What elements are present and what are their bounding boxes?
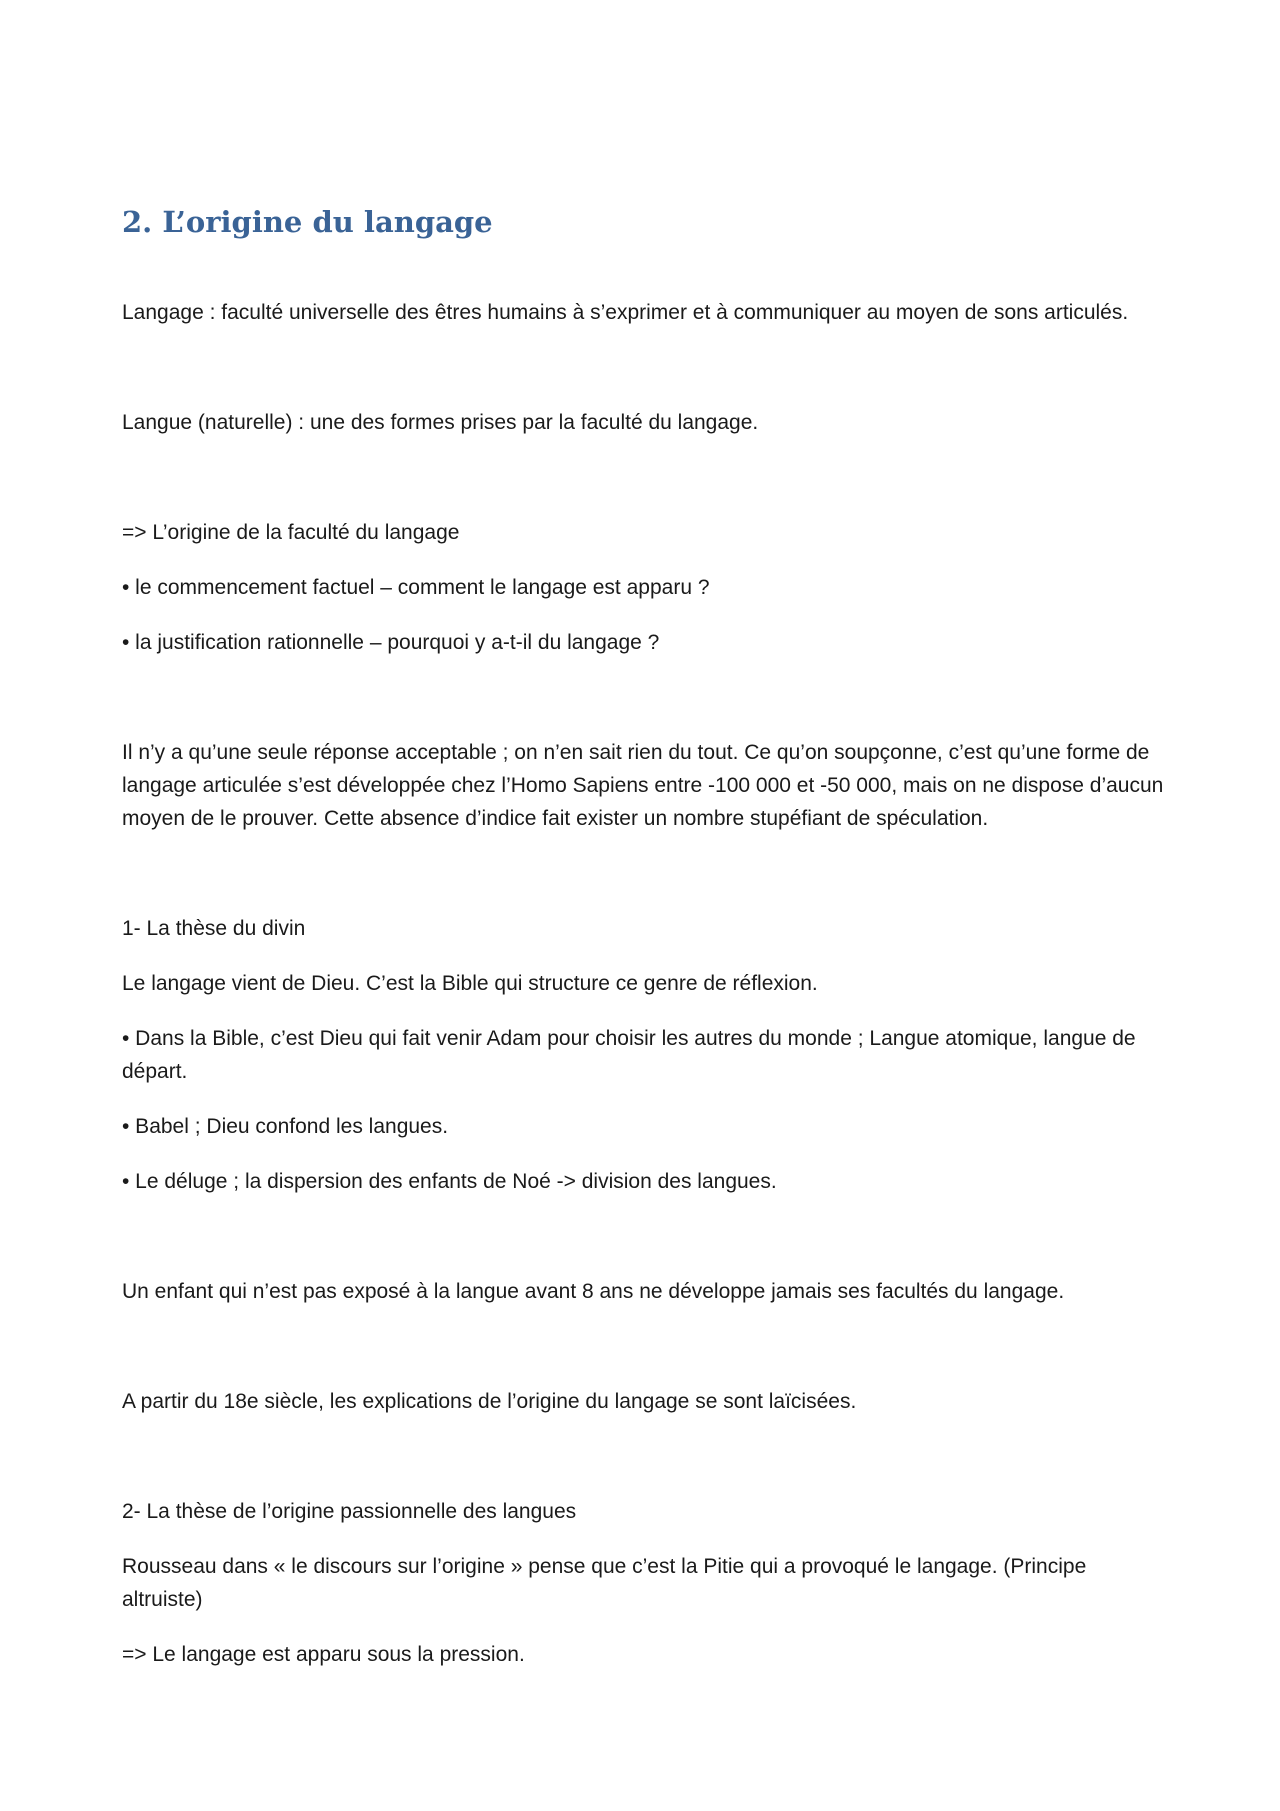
origin-intro: => L’origine de la faculté du langage [122,521,460,544]
thesis1-bullet-1: • Dans la Bible, c’est Dieu qui fait venir Adam pour choisir les autres du monde ; Langue atomique, langue de départ. [122,1027,1136,1083]
thesis1-intro: Le langage vient de Dieu. C’est la Bible qui structure ce genre de réflexion. [122,972,818,995]
thesis1-title: 1- La thèse du divin [122,917,306,940]
thesis2-paragraph: Rousseau dans « le discours sur l’origine » pense que c’est la Pitie qui a provoqué le langage. (Principe altruiste) [122,1555,1087,1611]
secular-note: A partir du 18e siècle, les explications de l’origine du langage se sont laïcisées. [122,1390,857,1413]
origin-bullet-2: • la justification rationnelle – pourquoi y a-t-il du langage ? [122,631,660,654]
thesis1-bullet-3: • Le déluge ; la dispersion des enfants de Noé -> division des langues. [122,1170,777,1193]
thesis2-title: 2- La thèse de l’origine passionnelle des langues [122,1500,577,1523]
origin-bullet-1: • le commencement factuel – comment le langage est apparu ? [122,576,710,599]
thesis1-bullet-2: • Babel ; Dieu confond les langues. [122,1115,449,1138]
child-note: Un enfant qui n’est pas exposé à la langue avant 8 ans ne développe jamais ses facultés du langage. [122,1280,1065,1303]
section-heading: 2. L’origine du langage [122,205,493,239]
definition-langue: Langue (naturelle) : une des formes prises par la faculté du langage. [122,411,759,434]
thesis2-conclusion: => Le langage est apparu sous la pression. [122,1643,525,1666]
origin-paragraph: Il n’y a qu’une seule réponse acceptable ; on n’en sait rien du tout. Ce qu’on soupçonne, c’est qu’une forme de langage articulée s’est développée chez l’Homo Sapiens entre -100 000 et -50 000, mais on ne dispose d’aucun moyen de le prouver. Cette absence d’indice fait exister un nombre stupéfiant de spéculation. [122,741,1164,830]
definition-langage: Langage : faculté universelle des êtres humains à s’exprimer et à communiquer au moyen de sons articulés. [122,301,1129,324]
